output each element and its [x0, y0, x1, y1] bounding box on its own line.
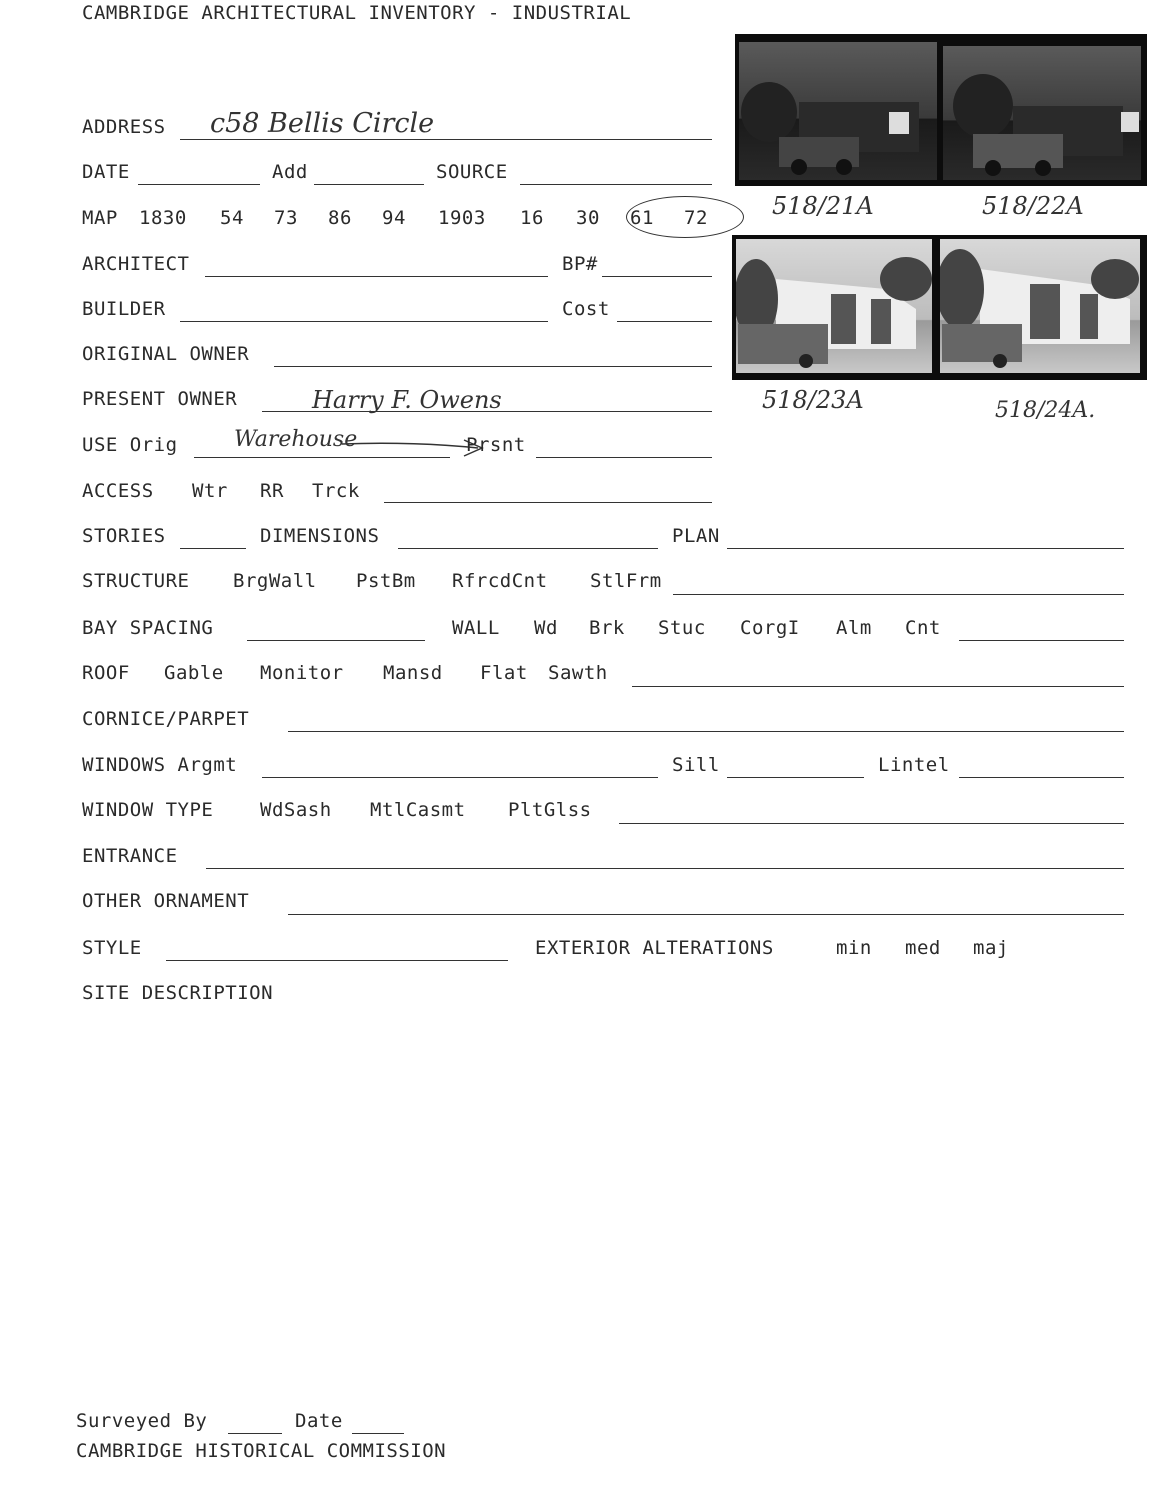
- address-value: c58 Bellis Circle: [210, 108, 435, 139]
- map-year: 94: [382, 207, 406, 229]
- original-owner-label: ORIGINAL OWNER: [82, 343, 250, 365]
- lintel-line: [959, 777, 1124, 778]
- architect-line: [205, 276, 548, 277]
- wall-option: Alm: [836, 617, 872, 639]
- access-option: Wtr: [192, 480, 228, 502]
- photo-warehouse-doors-1: [736, 239, 932, 373]
- sill-label: Sill: [672, 754, 720, 776]
- window-type-line: [619, 823, 1124, 824]
- roof-option: Mansd: [383, 662, 443, 684]
- plan-label: PLAN: [672, 525, 720, 547]
- style-label: STYLE: [82, 937, 142, 959]
- window-type-label: WINDOW TYPE: [82, 799, 214, 821]
- alteration-option: min: [836, 937, 872, 959]
- roof-option: Monitor: [260, 662, 344, 684]
- photo-warehouse-doors-2: [940, 239, 1140, 373]
- windows-line: [262, 777, 658, 778]
- builder-line: [180, 321, 548, 322]
- surveyed-by-label: Surveyed By: [76, 1410, 208, 1432]
- window-type-option: PltGlss: [508, 799, 592, 821]
- other-ornament-line: [288, 914, 1124, 915]
- cost-line: [617, 321, 712, 322]
- photo-caption: 518/24A.: [995, 398, 1096, 423]
- date-label: DATE: [82, 161, 130, 183]
- wall-line: [959, 640, 1124, 641]
- survey-date-line: [352, 1433, 404, 1434]
- access-label: ACCESS: [82, 480, 154, 502]
- bp-label: BP#: [562, 253, 598, 275]
- window-type-option: WdSash: [260, 799, 332, 821]
- architect-label: ARCHITECT: [82, 253, 190, 275]
- source-label: SOURCE: [436, 161, 508, 183]
- sill-line: [727, 777, 864, 778]
- form-title: CAMBRIDGE ARCHITECTURAL INVENTORY - INDUSTRIAL: [82, 2, 632, 24]
- builder-label: BUILDER: [82, 298, 166, 320]
- map-year: 30: [576, 207, 600, 229]
- lintel-label: Lintel: [878, 754, 950, 776]
- map-year: 86: [328, 207, 352, 229]
- use-orig-value: Warehouse: [234, 427, 358, 452]
- map-year-circle: [626, 196, 744, 238]
- date-line: [138, 184, 260, 185]
- roof-option: Flat: [480, 662, 528, 684]
- map-year: 1903: [438, 207, 486, 229]
- wall-option: Brk: [589, 617, 625, 639]
- surveyed-by-line: [228, 1433, 282, 1434]
- entrance-label: ENTRANCE: [82, 845, 178, 867]
- structure-option: PstBm: [356, 570, 416, 592]
- address-line: [180, 139, 712, 140]
- alteration-option: maj: [973, 937, 1009, 959]
- photo-warehouse-trucks-2: [943, 46, 1141, 180]
- window-type-option: MtlCasmt: [370, 799, 466, 821]
- bay-spacing-line: [247, 640, 425, 641]
- map-year: 1830: [139, 207, 187, 229]
- map-year: 72: [684, 207, 708, 229]
- wall-label: WALL: [452, 617, 500, 639]
- roof-option: Gable: [164, 662, 224, 684]
- wall-option: Wd: [534, 617, 558, 639]
- exterior-alterations-label: EXTERIOR ALTERATIONS: [535, 937, 774, 959]
- photo-caption: 518/23A: [762, 386, 864, 414]
- map-year: 54: [220, 207, 244, 229]
- source-line: [520, 184, 712, 185]
- address-label: ADDRESS: [82, 116, 166, 138]
- roof-line: [632, 686, 1124, 687]
- add-line: [314, 184, 424, 185]
- wall-option: Cnt: [905, 617, 941, 639]
- roof-option: Sawth: [548, 662, 608, 684]
- access-line: [384, 502, 712, 503]
- access-option: Trck: [312, 480, 360, 502]
- cornice-label: CORNICE/PARPET: [82, 708, 250, 730]
- structure-option: BrgWall: [233, 570, 317, 592]
- photo-strip-top: [735, 34, 1147, 186]
- survey-date-label: Date: [295, 1410, 343, 1432]
- entrance-line: [206, 868, 1124, 869]
- windows-label: WINDOWS Argmt: [82, 754, 238, 776]
- bp-line: [602, 276, 712, 277]
- dimensions-label: DIMENSIONS: [260, 525, 380, 547]
- bay-spacing-label: BAY SPACING: [82, 617, 214, 639]
- stories-label: STORIES: [82, 525, 166, 547]
- map-year: 73: [274, 207, 298, 229]
- access-option: RR: [260, 480, 284, 502]
- structure-option: RfrcdCnt: [452, 570, 548, 592]
- structure-line: [673, 594, 1124, 595]
- structure-option: StlFrm: [590, 570, 662, 592]
- map-year: 61: [630, 207, 654, 229]
- photo-caption: 518/22A: [982, 192, 1084, 220]
- style-line: [166, 960, 508, 961]
- roof-label: ROOF: [82, 662, 130, 684]
- prsnt-label: Prsnt: [466, 434, 526, 456]
- site-description-label: SITE DESCRIPTION: [82, 982, 274, 1004]
- use-label: USE Orig: [82, 434, 178, 456]
- present-owner-value: Harry F. Owens: [312, 386, 502, 414]
- wall-option: CorgI: [740, 617, 800, 639]
- plan-line: [727, 548, 1124, 549]
- photo-warehouse-trucks-1: [739, 42, 937, 180]
- structure-label: STRUCTURE: [82, 570, 190, 592]
- present-owner-label: PRESENT OWNER: [82, 388, 238, 410]
- alteration-option: med: [905, 937, 941, 959]
- stories-line: [180, 548, 246, 549]
- photo-caption: 518/21A: [772, 192, 874, 220]
- dimensions-line: [398, 548, 658, 549]
- cornice-line: [288, 731, 1124, 732]
- add-label: Add: [272, 161, 308, 183]
- photo-strip-bottom: [732, 235, 1147, 380]
- prsnt-line: [536, 457, 712, 458]
- map-year: 16: [520, 207, 544, 229]
- cost-label: Cost: [562, 298, 610, 320]
- map-label: MAP: [82, 207, 118, 229]
- original-owner-line: [274, 366, 712, 367]
- footer-commission: CAMBRIDGE HISTORICAL COMMISSION: [76, 1440, 447, 1462]
- wall-option: Stuc: [658, 617, 706, 639]
- other-ornament-label: OTHER ORNAMENT: [82, 890, 250, 912]
